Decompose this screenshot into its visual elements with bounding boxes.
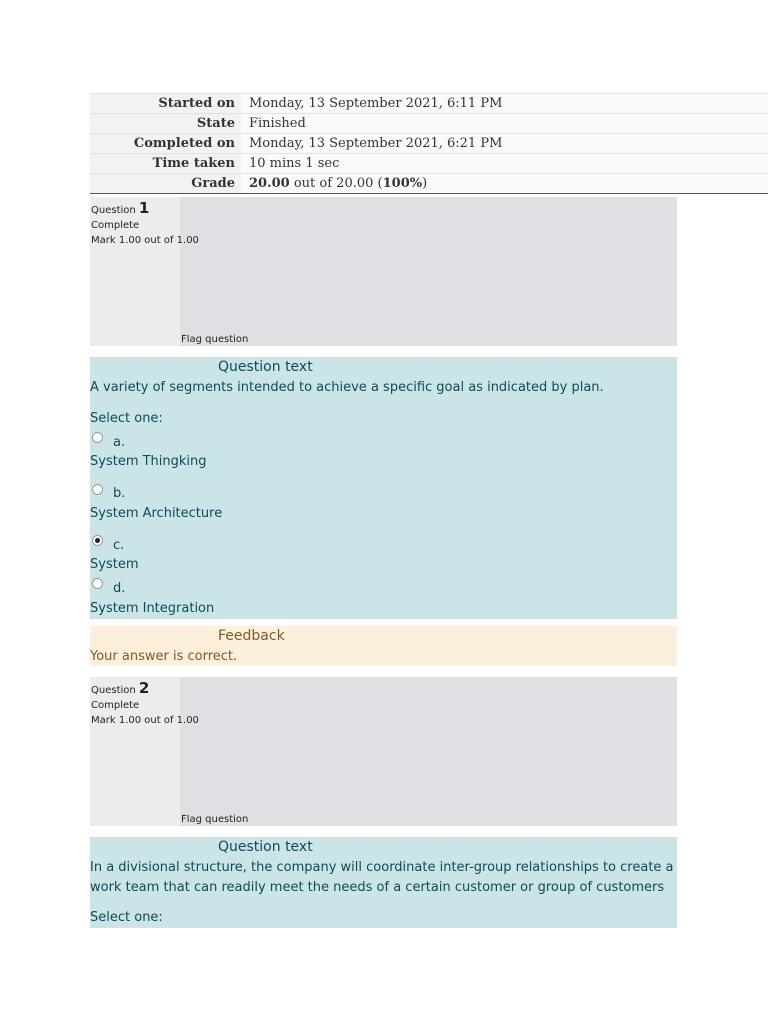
question-1-text-header: Question text	[218, 359, 313, 375]
started-label: Started on	[90, 94, 241, 114]
feedback-header: Feedback	[218, 628, 285, 644]
question-2-select-one: Select one:	[90, 910, 163, 925]
option-d-radio[interactable]	[92, 578, 103, 589]
option-a-letter: a.	[113, 435, 126, 450]
question-2-meta	[91, 681, 199, 728]
option-b-letter: b.	[113, 486, 126, 501]
question-2-text-line-2: work team that can readily meet the needs of a certain customer or group of customers	[90, 880, 665, 895]
question-2-mark: Mark 1.00 out of 1.00	[91, 715, 199, 726]
question-1-number: Question 1	[91, 199, 150, 217]
summary-row-started	[90, 94, 768, 114]
completed-value: Monday, 13 September 2021, 6:21 PM	[241, 134, 768, 154]
question-1-feedback	[90, 626, 677, 666]
question-1-text: A variety of segments intended to achieve a specific goal as indicated by plan.	[90, 380, 604, 395]
question-1-select-one: Select one:	[90, 411, 163, 426]
state-label: State	[90, 114, 241, 134]
question-1-mark: Mark 1.00 out of 1.00	[91, 235, 199, 246]
option-a-text: System Thingking	[90, 454, 207, 469]
question-2-number: Question 2	[91, 679, 150, 697]
completed-label: Completed on	[90, 134, 241, 154]
grade-label: Grade	[90, 174, 241, 194]
started-value: Monday, 13 September 2021, 6:11 PM	[241, 94, 768, 114]
question-2-text-header: Question text	[218, 839, 313, 855]
option-c-letter: c.	[113, 538, 125, 553]
grade-out-of: out of 20.00 (	[289, 176, 383, 191]
grade-close: )	[422, 176, 428, 191]
summary-row-state	[90, 114, 768, 134]
state-value: Finished	[241, 114, 768, 134]
option-d-letter: d.	[113, 581, 126, 596]
summary-row-completed	[90, 134, 768, 154]
feedback-text: Your answer is correct.	[90, 649, 238, 664]
question-2-text-line-1: In a divisional structure, the company will coordinate inter-group relationships to create a	[90, 860, 674, 875]
attempt-summary-table	[90, 93, 768, 194]
question-1-meta	[91, 201, 199, 248]
time-taken-value: 10 mins 1 sec	[241, 154, 768, 174]
grade-score: 20.00	[249, 176, 290, 191]
question-1-status: Complete	[91, 220, 140, 231]
option-d-text: System Integration	[90, 601, 215, 616]
question-2-info	[90, 677, 677, 826]
summary-row-time	[90, 154, 768, 174]
grade-value	[241, 174, 768, 194]
question-2-flag-link[interactable]: Flag question	[181, 814, 249, 825]
option-b-text: System Architecture	[90, 506, 223, 521]
summary-row-grade	[90, 174, 768, 194]
option-c-radio-selected[interactable]	[92, 535, 103, 546]
question-1-text-block	[90, 357, 677, 619]
option-a-radio[interactable]	[92, 432, 103, 443]
time-taken-label: Time taken	[90, 154, 241, 174]
grade-percent: 100%	[382, 176, 423, 191]
question-1-info	[90, 197, 677, 346]
question-2-text-block	[90, 837, 677, 928]
option-c-text: System	[90, 557, 139, 572]
option-b-radio[interactable]	[92, 484, 103, 495]
question-1-flag-link[interactable]: Flag question	[181, 334, 249, 345]
question-2-status: Complete	[91, 700, 140, 711]
